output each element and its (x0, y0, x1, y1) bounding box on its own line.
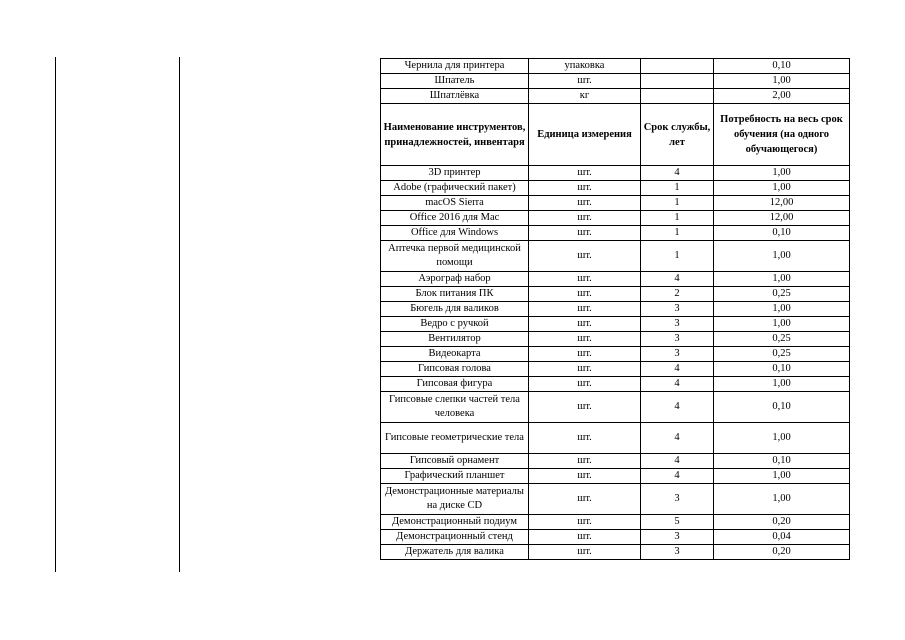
header-row (381, 104, 850, 166)
cell-name: Adobe (графический пакет) (381, 181, 529, 196)
table-body (381, 166, 850, 560)
header-need: Потребность на весь срок обучения (на одного обучающегося) (714, 104, 850, 166)
table-row (381, 423, 850, 454)
equipment-table (380, 58, 850, 560)
table-row (381, 211, 850, 226)
table-row (381, 362, 850, 377)
cell-unit: шт. (529, 362, 641, 377)
cell-name: Гипсовые геометрические тела (381, 423, 529, 454)
table-row (381, 272, 850, 287)
table-row (381, 74, 850, 89)
table-row (381, 484, 850, 515)
cell-name: Бюгель для валиков (381, 302, 529, 317)
table-row (381, 515, 850, 530)
cell-name: Чернила для принтера (381, 59, 529, 74)
cell-term (641, 74, 714, 89)
cell-term: 4 (641, 166, 714, 181)
cell-unit: шт. (529, 166, 641, 181)
cell-need: 1,00 (714, 317, 850, 332)
cell-unit: шт. (529, 74, 641, 89)
cell-name: Ведро с ручкой (381, 317, 529, 332)
cell-unit: шт. (529, 332, 641, 347)
cell-need: 0,20 (714, 545, 850, 560)
cell-unit: шт. (529, 545, 641, 560)
cell-term: 3 (641, 347, 714, 362)
cell-need: 12,00 (714, 211, 850, 226)
cell-term: 4 (641, 392, 714, 423)
table-row (381, 181, 850, 196)
cell-unit: упаковка (529, 59, 641, 74)
cell-term: 4 (641, 377, 714, 392)
cell-need: 1,00 (714, 166, 850, 181)
cell-need: 1,00 (714, 74, 850, 89)
cell-need: 1,00 (714, 272, 850, 287)
table-row (381, 347, 850, 362)
cell-unit: шт. (529, 226, 641, 241)
cell-term: 1 (641, 196, 714, 211)
table-row (381, 59, 850, 74)
table-row (381, 302, 850, 317)
cell-need: 12,00 (714, 196, 850, 211)
cell-term (641, 59, 714, 74)
table-row (381, 392, 850, 423)
cell-name: Демонстрационные материалы на диске CD (381, 484, 529, 515)
cell-need: 1,00 (714, 241, 850, 272)
cell-name: Гипсовая фигура (381, 377, 529, 392)
cell-need: 1,00 (714, 423, 850, 454)
cell-unit: шт. (529, 469, 641, 484)
cell-unit: шт. (529, 241, 641, 272)
cell-name: Аптечка первой медицинской помощи (381, 241, 529, 272)
cell-unit: шт. (529, 377, 641, 392)
cell-name: Видеокарта (381, 347, 529, 362)
table-row (381, 454, 850, 469)
cell-term: 1 (641, 226, 714, 241)
cell-name: Аэрограф набор (381, 272, 529, 287)
cell-name: Шпатель (381, 74, 529, 89)
table-row (381, 530, 850, 545)
header-unit: Единица измерения (529, 104, 641, 166)
cell-term: 2 (641, 287, 714, 302)
cell-name: Гипсовые слепки частей тела человека (381, 392, 529, 423)
header-term: Срок службы, лет (641, 104, 714, 166)
cell-name: Демонстрационный стенд (381, 530, 529, 545)
cell-unit: шт. (529, 423, 641, 454)
table-row (381, 196, 850, 211)
table-header (381, 104, 850, 166)
cell-unit: шт. (529, 272, 641, 287)
cell-unit: шт. (529, 211, 641, 226)
cell-unit: шт. (529, 484, 641, 515)
cell-need: 0,10 (714, 59, 850, 74)
cell-unit: шт. (529, 302, 641, 317)
cell-need: 0,10 (714, 392, 850, 423)
cell-need: 1,00 (714, 484, 850, 515)
table-row (381, 545, 850, 560)
cell-unit: шт. (529, 287, 641, 302)
cell-name: Графический планшет (381, 469, 529, 484)
table-row (381, 332, 850, 347)
cell-term (641, 89, 714, 104)
cell-term: 1 (641, 181, 714, 196)
table-row (381, 317, 850, 332)
cell-name: Office для Windows (381, 226, 529, 241)
left-margin-line-2 (179, 57, 180, 572)
cell-need: 0,20 (714, 515, 850, 530)
cell-need: 0,10 (714, 226, 850, 241)
cell-need: 1,00 (714, 377, 850, 392)
cell-term: 1 (641, 241, 714, 272)
cell-name: Блок питания ПК (381, 287, 529, 302)
cell-unit: шт. (529, 347, 641, 362)
cell-term: 3 (641, 484, 714, 515)
cell-need: 1,00 (714, 181, 850, 196)
table-row (381, 226, 850, 241)
cell-term: 3 (641, 530, 714, 545)
cell-term: 3 (641, 302, 714, 317)
cell-unit: шт. (529, 392, 641, 423)
cell-term: 4 (641, 362, 714, 377)
left-margin-line-1 (55, 57, 56, 572)
table-row (381, 287, 850, 302)
header-name: Наименование инструментов, принадлежностей, инвентаря (381, 104, 529, 166)
cell-term: 1 (641, 211, 714, 226)
cell-term: 3 (641, 545, 714, 560)
cell-unit: шт. (529, 317, 641, 332)
cell-term: 3 (641, 317, 714, 332)
cell-term: 4 (641, 272, 714, 287)
table-row (381, 469, 850, 484)
cell-need: 0,25 (714, 347, 850, 362)
cell-need: 0,04 (714, 530, 850, 545)
table-row (381, 166, 850, 181)
cell-term: 3 (641, 332, 714, 347)
cell-unit: шт. (529, 530, 641, 545)
cell-name: 3D принтер (381, 166, 529, 181)
cell-term: 4 (641, 423, 714, 454)
cell-need: 1,00 (714, 302, 850, 317)
cell-need: 1,00 (714, 469, 850, 484)
cell-unit: шт. (529, 196, 641, 211)
cell-need: 0,25 (714, 332, 850, 347)
cell-name: Гипсовый орнамент (381, 454, 529, 469)
cell-name: Office 2016 для Mac (381, 211, 529, 226)
top-rows (381, 59, 850, 104)
cell-unit: шт. (529, 181, 641, 196)
table-row (381, 89, 850, 104)
cell-unit: кг (529, 89, 641, 104)
cell-need: 2,00 (714, 89, 850, 104)
cell-need: 0,10 (714, 454, 850, 469)
cell-need: 0,10 (714, 362, 850, 377)
cell-name: Демонстрационный подиум (381, 515, 529, 530)
cell-name: Шпатлёвка (381, 89, 529, 104)
cell-name: Держатель для валика (381, 545, 529, 560)
cell-unit: шт. (529, 454, 641, 469)
cell-name: Гипсовая голова (381, 362, 529, 377)
cell-unit: шт. (529, 515, 641, 530)
cell-need: 0,25 (714, 287, 850, 302)
cell-name: Вентилятор (381, 332, 529, 347)
cell-term: 5 (641, 515, 714, 530)
table-row (381, 241, 850, 272)
cell-term: 4 (641, 469, 714, 484)
cell-name: macOS Sierra (381, 196, 529, 211)
table-row (381, 377, 850, 392)
cell-term: 4 (641, 454, 714, 469)
